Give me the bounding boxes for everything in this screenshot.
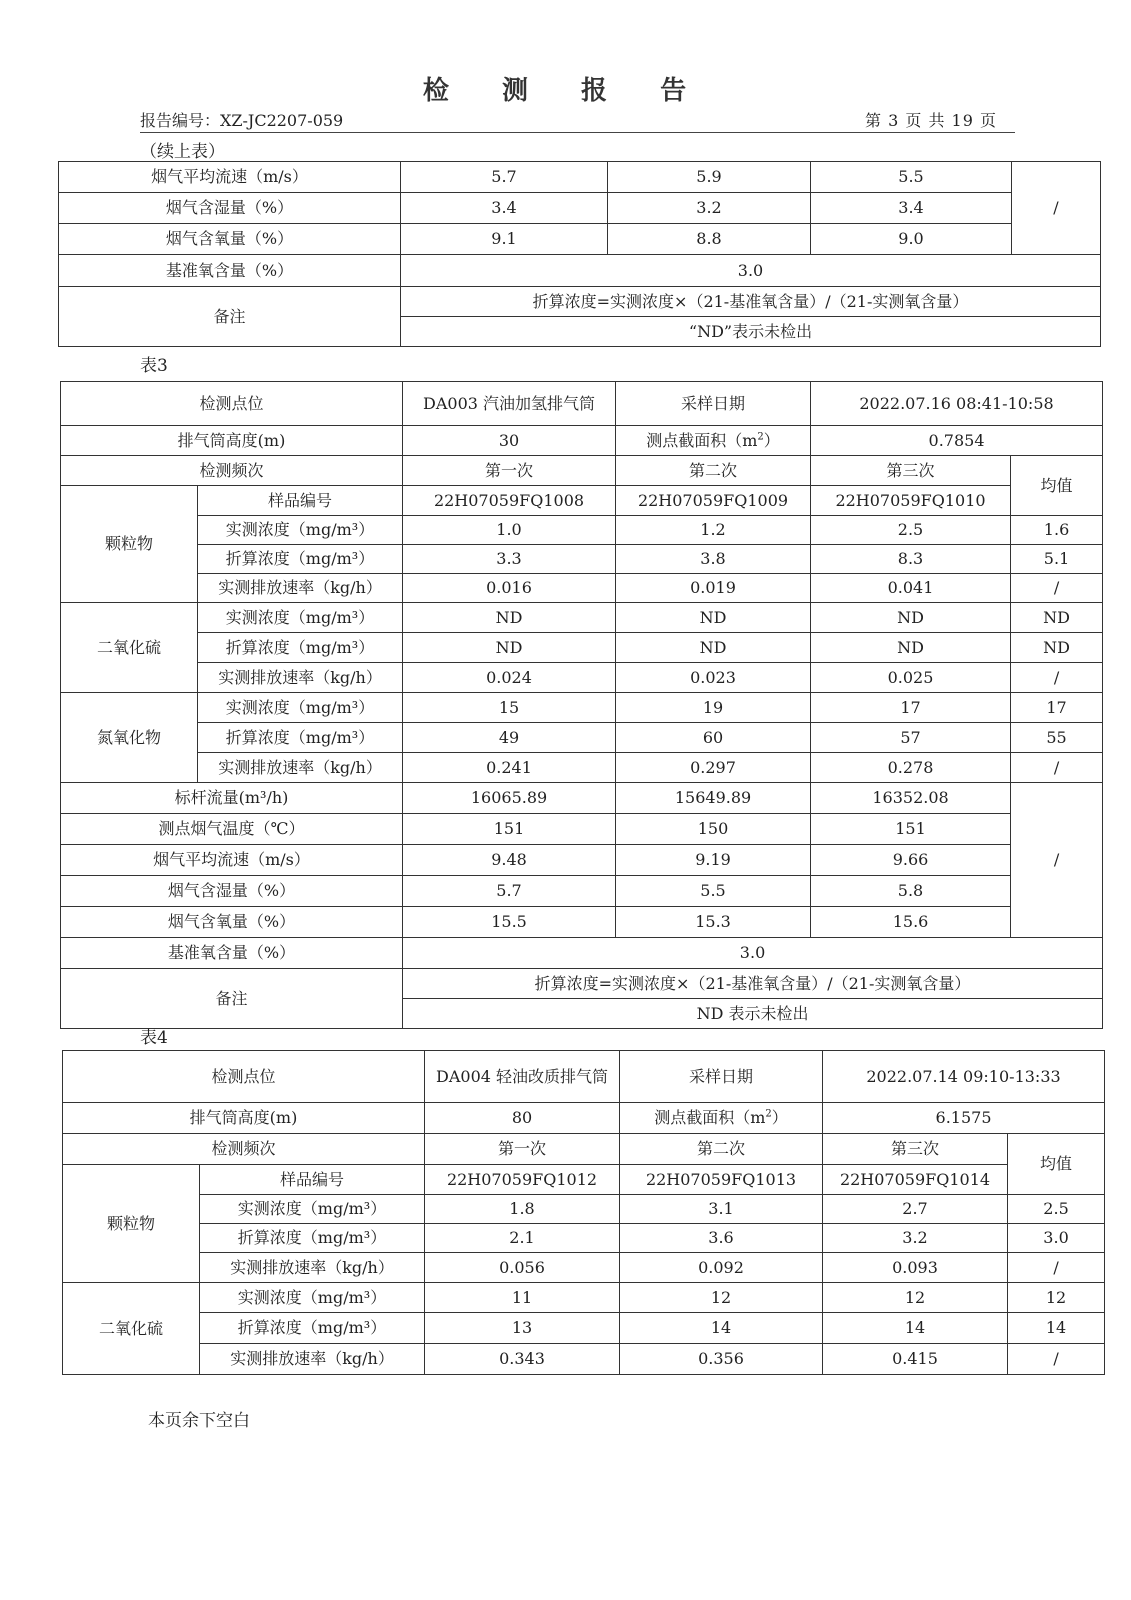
group-nox: 氮氧化物 [61,693,198,783]
cell-value: 5.7 [401,162,608,193]
param-label: 折算浓度（mg/m³） [198,723,403,753]
cell-value: 49 [403,723,616,753]
cell-value: ND [616,633,811,663]
cell-value: 0.356 [620,1344,823,1375]
area-value: 0.7854 [811,426,1103,456]
cell-value: 0.093 [823,1253,1008,1283]
continued-label: （续上表） [140,142,225,162]
row-label: 烟气平均流速（m/s） [59,162,401,193]
table-row [63,1195,1105,1224]
row-label: 烟气含氧量（%） [59,224,401,255]
sample-3: 22H07059FQ1010 [811,486,1011,516]
cell-avg: / [1008,1344,1105,1375]
sample-3: 22H07059FQ1014 [823,1165,1008,1195]
cell-avg: 1.6 [1011,516,1103,545]
table-row [63,1134,1105,1165]
cell-avg: ND [1011,633,1103,663]
param-label: 实测浓度（mg/m³） [198,516,403,545]
table-row [61,907,1103,938]
cell-value: 1.0 [403,516,616,545]
area-sup: 2 [765,1108,772,1120]
cell-value: 0.041 [811,574,1011,603]
cell-value: 0.241 [403,753,616,783]
area-sup: 2 [757,431,764,443]
cell-value: 15 [403,693,616,723]
misc-label: 测点烟气温度（℃） [61,814,403,845]
area-label-text: 测点截面积（m [654,1108,766,1127]
cell-value: 8.3 [811,545,1011,574]
table-row [61,574,1103,603]
cell-avg: 12 [1008,1283,1105,1313]
cell-value: 1.2 [616,516,811,545]
height-value: 30 [403,426,616,456]
table-row [59,193,1101,224]
date-value: 2022.07.16 08:41-10:58 [811,382,1103,426]
cell-value: 3.3 [403,545,616,574]
slash-cell: / [1012,162,1101,255]
param-label: 实测浓度（mg/m³） [198,693,403,723]
param-label: 实测排放速率（kg/h） [200,1344,425,1375]
table-row [59,162,1101,193]
cell-avg: / [1011,574,1103,603]
param-label: 实测排放速率（kg/h） [198,663,403,693]
base-o2-value: 3.0 [401,255,1101,287]
table-row [61,693,1103,723]
point-label: 检测点位 [61,382,403,426]
cell-value: ND [811,633,1011,663]
remark-formula: 折算浓度=实测浓度×（21-基准氧含量）/（21-实测氧含量） [403,969,1103,999]
cell-value: 9.66 [811,845,1011,876]
sample-1: 22H07059FQ1008 [403,486,616,516]
param-label: 实测排放速率（kg/h） [198,753,403,783]
cell-avg: 17 [1011,693,1103,723]
cell-value: 9.19 [616,845,811,876]
misc-label: 烟气含氧量（%） [61,907,403,938]
remark-formula: 折算浓度=实测浓度×（21-基准氧含量）/（21-实测氧含量） [401,287,1101,317]
cell-avg: / [1011,663,1103,693]
cell-value: 151 [811,814,1011,845]
cell-value: 1.8 [425,1195,620,1224]
group-particulate: 颗粒物 [61,486,198,603]
cell-value: 0.019 [616,574,811,603]
sample-2: 22H07059FQ1009 [616,486,811,516]
continued-table [58,161,1101,347]
freq-1: 第一次 [425,1134,620,1165]
cell-value: ND [403,603,616,633]
height-label: 排气筒高度(m) [63,1103,425,1134]
table-row [63,1224,1105,1253]
table-row [59,255,1101,287]
table-row [61,426,1103,456]
cell-value: 5.5 [616,876,811,907]
param-label: 实测排放速率（kg/h） [200,1253,425,1283]
cell-value: 19 [616,693,811,723]
group-so2: 二氧化硫 [63,1283,200,1375]
cell-value: 151 [403,814,616,845]
base-o2-value: 3.0 [403,938,1103,969]
cell-value: 5.9 [608,162,811,193]
misc-label: 烟气含湿量（%） [61,876,403,907]
cell-value: 2.5 [811,516,1011,545]
cell-avg: 3.0 [1008,1224,1105,1253]
param-label: 折算浓度（mg/m³） [200,1224,425,1253]
param-label: 实测浓度（mg/m³） [200,1195,425,1224]
sample-label: 样品编号 [200,1165,425,1195]
remark-nd: “ND”表示未检出 [401,317,1101,347]
cell-avg: 55 [1011,723,1103,753]
table-row [61,753,1103,783]
cell-value: 3.4 [401,193,608,224]
table-row [61,783,1103,814]
cell-value: 16352.08 [811,783,1011,814]
table3 [60,381,1103,1029]
cell-value: 15.3 [616,907,811,938]
base-o2-label: 基准氧含量（%） [61,938,403,969]
param-label: 实测浓度（mg/m³） [198,603,403,633]
avg-label: 均值 [1011,456,1103,516]
table-row [61,633,1103,663]
cell-value: 9.1 [401,224,608,255]
cell-value: 0.025 [811,663,1011,693]
sample-2: 22H07059FQ1013 [620,1165,823,1195]
freq-3: 第三次 [811,456,1011,486]
cell-value: 15649.89 [616,783,811,814]
table-row [63,1253,1105,1283]
freq-2: 第二次 [620,1134,823,1165]
area-label-close: ） [763,430,780,450]
table-row [61,938,1103,969]
cell-value: 0.023 [616,663,811,693]
table-row [61,876,1103,907]
cell-value: 15.5 [403,907,616,938]
sample-1: 22H07059FQ1012 [425,1165,620,1195]
cell-value: 9.0 [811,224,1012,255]
base-o2-label: 基准氧含量（%） [59,255,401,287]
cell-value: 3.6 [620,1224,823,1253]
group-so2: 二氧化硫 [61,603,198,693]
cell-value: 0.016 [403,574,616,603]
height-value: 80 [425,1103,620,1134]
date-label: 采样日期 [616,382,811,426]
table-row [61,516,1103,545]
table-row [61,486,1103,516]
freq-3: 第三次 [823,1134,1008,1165]
cell-value: 5.5 [811,162,1012,193]
page-info: 第 3 页 共 19 页 [865,111,997,130]
height-label: 排气筒高度(m) [61,426,403,456]
freq-2: 第二次 [616,456,811,486]
cell-avg: / [1011,753,1103,783]
param-label: 实测浓度（mg/m³） [200,1283,425,1313]
table-row [63,1313,1105,1344]
date-value: 2022.07.14 09:10-13:33 [823,1051,1105,1103]
param-label: 实测排放速率（kg/h） [198,574,403,603]
cell-value: 2.1 [425,1224,620,1253]
cell-avg: 2.5 [1008,1195,1105,1224]
cell-value: 3.8 [616,545,811,574]
cell-value: 8.8 [608,224,811,255]
freq-label: 检测频次 [61,456,403,486]
cell-value: 0.092 [620,1253,823,1283]
cell-value: 13 [425,1313,620,1344]
table-row [63,1051,1105,1103]
cell-avg: 5.1 [1011,545,1103,574]
table-row [59,287,1101,317]
area-label [616,426,811,456]
report-title: 检 测 报 告 [422,76,709,106]
cell-value: 15.6 [811,907,1011,938]
cell-value: 2.7 [823,1195,1008,1224]
cell-value: 3.1 [620,1195,823,1224]
freq-label: 检测频次 [63,1134,425,1165]
cell-value: 5.8 [811,876,1011,907]
cell-value: ND [616,603,811,633]
cell-value: ND [403,633,616,663]
end-note: 本页余下空白 [148,1411,250,1431]
point-value: DA003 汽油加氢排气筒 [403,382,616,426]
cell-avg: / [1008,1253,1105,1283]
table3-caption: 表3 [140,356,168,376]
cell-value: 11 [425,1283,620,1313]
cell-value: 57 [811,723,1011,753]
cell-value: 0.024 [403,663,616,693]
cell-value: 9.48 [403,845,616,876]
table-row [61,456,1103,486]
cell-avg: ND [1011,603,1103,633]
cell-value: 3.2 [823,1224,1008,1253]
cell-value: 17 [811,693,1011,723]
table-row [61,969,1103,999]
report-number: 报告编号：XZ-JC2207-059 [140,111,344,130]
table-row [61,723,1103,753]
sample-label: 样品编号 [198,486,403,516]
table4-caption: 表4 [140,1028,168,1048]
remark-label: 备注 [59,287,401,347]
cell-avg: 14 [1008,1313,1105,1344]
cell-value: 0.297 [616,753,811,783]
point-value: DA004 轻油改质排气筒 [425,1051,620,1103]
report-header [140,106,1015,133]
table-row [63,1103,1105,1134]
cell-value: 3.2 [608,193,811,224]
cell-value: ND [811,603,1011,633]
table-row [59,224,1101,255]
table-row [61,814,1103,845]
date-label: 采样日期 [620,1051,823,1103]
area-label [620,1103,823,1134]
cell-value: 14 [823,1313,1008,1344]
area-value: 6.1575 [823,1103,1105,1134]
area-label-text: 测点截面积（m [646,430,758,450]
cell-value: 150 [616,814,811,845]
avg-label: 均值 [1008,1134,1105,1195]
table-row [63,1283,1105,1313]
misc-label: 标杆流量(m³/h) [61,783,403,814]
freq-1: 第一次 [403,456,616,486]
slash-cell: / [1011,783,1103,938]
cell-value: 3.4 [811,193,1012,224]
cell-value: 0.415 [823,1344,1008,1375]
row-label: 烟气含湿量（%） [59,193,401,224]
cell-value: 60 [616,723,811,753]
cell-value: 0.056 [425,1253,620,1283]
table-row [63,1165,1105,1195]
table-row [61,845,1103,876]
table-row [61,603,1103,633]
cell-value: 14 [620,1313,823,1344]
param-label: 折算浓度（mg/m³） [198,633,403,663]
table-row [63,1344,1105,1375]
point-label: 检测点位 [63,1051,425,1103]
misc-label: 烟气平均流速（m/s） [61,845,403,876]
cell-value: 12 [620,1283,823,1313]
remark-nd: ND 表示未检出 [403,999,1103,1029]
cell-value: 16065.89 [403,783,616,814]
table-row [61,545,1103,574]
cell-value: 5.7 [403,876,616,907]
cell-value: 0.278 [811,753,1011,783]
cell-value: 12 [823,1283,1008,1313]
param-label: 折算浓度（mg/m³） [198,545,403,574]
table-row [61,663,1103,693]
remark-label: 备注 [61,969,403,1029]
area-label-close: ） [771,1108,788,1127]
table-row [61,382,1103,426]
cell-value: 0.343 [425,1344,620,1375]
param-label: 折算浓度（mg/m³） [200,1313,425,1344]
table4 [62,1050,1105,1375]
group-particulate: 颗粒物 [63,1165,200,1283]
